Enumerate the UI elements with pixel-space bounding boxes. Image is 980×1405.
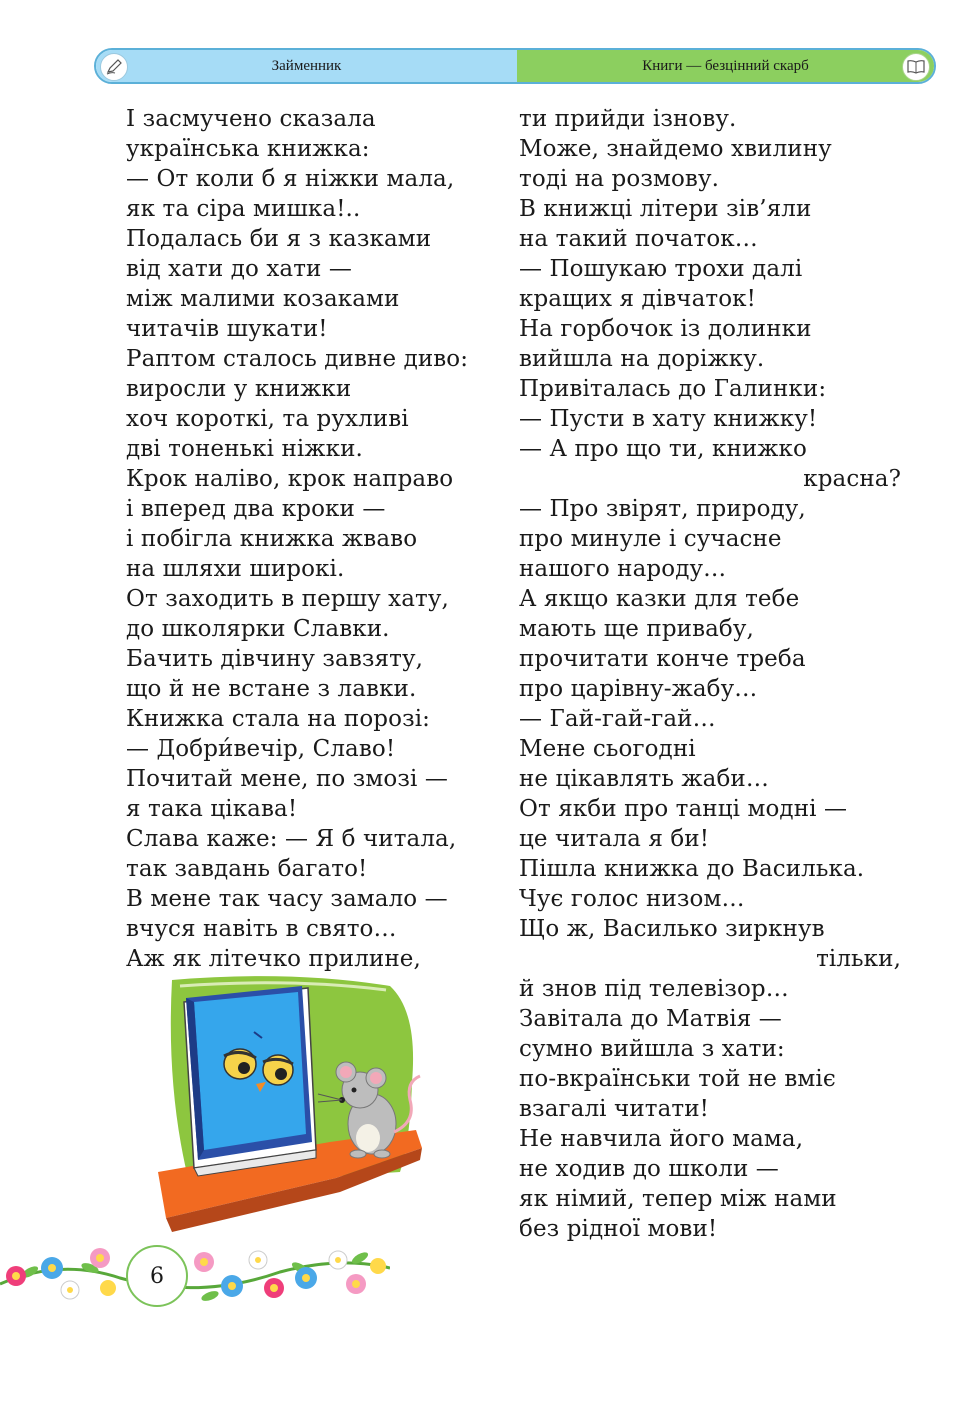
poem-line: А якщо казки для тебе [519,586,800,612]
poem-line: На горбочок із долинки [519,316,812,342]
poem-line: мають ще привабу, [519,616,754,642]
poem-line: на шляхи широкі. [126,556,345,582]
poem-line: красна? [803,466,901,492]
poem-line: Почитай мене, по змозі — [126,766,448,792]
poem-line: вчуся навіть в свято… [126,916,397,942]
poem-line: українська книжка: [126,136,370,162]
poem-line: це читала я би! [519,826,710,852]
book-icon [902,53,930,81]
poem-line: про минуле і сучасне [519,526,782,552]
poem-line: Завітала до Матвія — [519,1006,782,1032]
poem-line: прочитати конче треба [519,646,806,672]
poem-line: на такий початок… [519,226,758,252]
poem-line: Привіталась до Галинки: [519,376,827,402]
header-right-title: Книги — безцінний скарб [642,57,809,74]
pencil-icon [100,53,128,81]
poem-line: не ходив до школи — [519,1156,779,1182]
poem-line: взагалі читати! [519,1096,710,1122]
poem-line: вийшла на доріжку. [519,346,765,372]
floral-decoration [0,1238,390,1318]
poem-line: Що ж, Василько зиркнув [519,916,825,942]
poem-line: без рідної мови! [519,1216,718,1242]
poem-line: і вперед два кроки — [126,496,386,522]
poem-line: І засмучено сказала [126,106,376,132]
poem-line: ти прийди ізнову. [519,106,737,132]
poem-line: виросли у книжки [126,376,352,402]
poem-line: дві тоненькі ніжки. [126,436,363,462]
poem-right-column [519,104,901,1244]
poem-line: Подалась би я з казками [126,226,432,252]
poem-line: хоч короткі, та рухливі [126,406,409,432]
poem-line: Крок наліво, крок направо [126,466,454,492]
poem-line: В книжці літери зів’яли [519,196,812,222]
poem-line: Може, знайдемо хвилину [519,136,832,162]
poem-left-column [126,104,506,974]
poem-line: й знов під телевізор… [519,976,789,1002]
poem-line: я така цікава! [126,796,298,822]
poem-line: тоді на розмову. [519,166,719,192]
poem-line: Чує голос низом… [519,886,745,912]
poem-line: як німий, тепер між нами [519,1186,837,1212]
poem-line: — Пошукаю трохи далі [519,256,803,282]
poem-line: — Про звірят, природу, [519,496,806,522]
poem-line: Пішла книжка до Василька. [519,856,865,882]
poem-line: От якби про танці модні — [519,796,848,822]
poem-line: про царівну-жабу… [519,676,758,702]
header-left-section [96,50,517,82]
poem-line: сумно вийшла з хати: [519,1036,785,1062]
poem-line: В мене так часу замало — [126,886,448,912]
poem-line: — Гай-гай-гай… [519,706,716,732]
poem-line: не цікавлять жаби… [519,766,769,792]
poem-line: Раптом сталось дивне диво: [126,346,469,372]
page-number: 6 [126,1245,188,1307]
poem-line: От заходить в першу хату, [126,586,449,612]
poem-line: Аж як літечко прилине, [126,946,421,972]
poem-line: тільки, [816,946,901,972]
poem-line: Не навчила його мама, [519,1126,804,1152]
poem-line: як та сіра мишка!.. [126,196,361,222]
header-right-section [517,50,934,82]
poem-line: читачів шукати! [126,316,328,342]
poem-line: — Пусти в хату книжку! [519,406,818,432]
poem-line: до школярки Славки. [126,616,390,642]
poem-line: — От коли б я ніжки мала, [126,166,455,192]
poem-line: від хати до хати — [126,256,352,282]
header-left-title: Займенник [271,57,342,74]
poem-line: — А про що ти, книжко [519,436,807,462]
section-header [94,48,936,84]
poem-line: Бачить дівчину завзяту, [126,646,424,672]
poem-line: Слава каже: — Я б читала, [126,826,457,852]
poem-line: кращих я дівчаток! [519,286,756,312]
poem-line: між малими козаками [126,286,400,312]
poem-line: Мене сьогодні [519,736,696,762]
poem-line: по-вкраїнськи той не вміє [519,1066,836,1092]
poem-line: нашого народу… [519,556,727,582]
poem-line: Книжка стала на порозі: [126,706,431,732]
poem-line: — Добри́вечір, Славо! [126,736,396,762]
poem-line: так завдань багато! [126,856,368,882]
poem-line: що й не встане з лавки. [126,676,417,702]
book-mouse-illustration [150,972,430,1234]
poem-line: і побігла книжка жваво [126,526,418,552]
